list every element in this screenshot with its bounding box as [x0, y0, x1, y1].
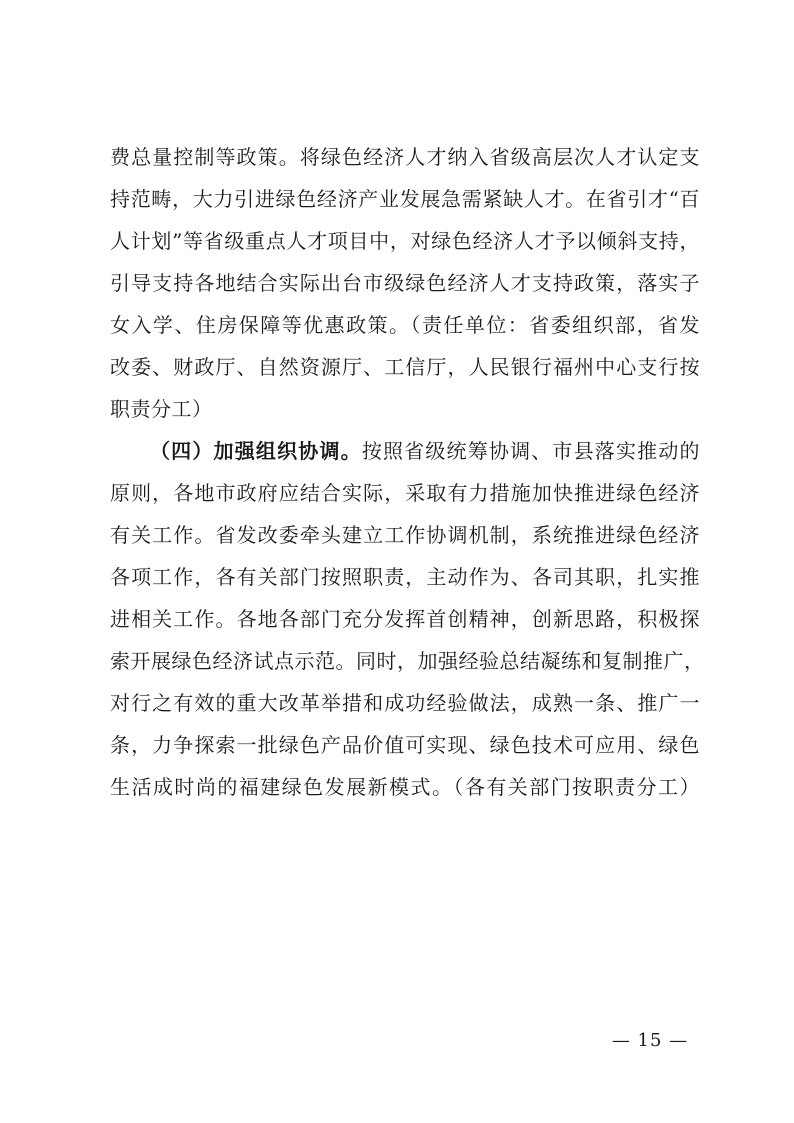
paragraph-line: 进相关工作。各地各部门充分发挥首创精神，创新思路，积极探 [110, 607, 700, 631]
paragraph-line: 改委、财政厅、自然资源厅、工信厅，人民银行福州中心支行按 [110, 355, 700, 379]
paragraph-line: 生活成时尚的福建绿色发展新模式。（各有关部门按职责分工） [110, 775, 700, 799]
page-number: — 15 — [611, 1030, 689, 1051]
paragraph-line: 索开展绿色经济试点示范。同时，加强经验总结凝练和复制推广， [110, 649, 705, 673]
paragraph-line: 费总量控制等政策。将绿色经济人才纳入省级高层次人才认定支 [110, 145, 700, 169]
paragraph-line: 有关工作。省发改委牵头建立工作协调机制，系统推进绿色经济 [110, 523, 700, 547]
section-heading-rest: 按照省级统筹协调、市县落实推动的 [361, 439, 701, 463]
paragraph-line: 职责分工） [110, 397, 213, 421]
section-heading: （四）加强组织协调。 [150, 439, 362, 463]
paragraph-line: 持范畴，大力引进绿色经济产业发展急需紧缺人才。在省引才“百 [110, 187, 700, 211]
paragraph-line: 对行之有效的重大改革举措和成功经验做法，成熟一条、推广一 [110, 691, 700, 715]
paragraph-line: 条，力争探索一批绿色产品价值可实现、绿色技术可应用、绿色 [110, 733, 700, 757]
paragraph-line: 女入学、住房保障等优惠政策。（责任单位：省委组织部，省发 [110, 313, 700, 337]
section-heading-line [150, 434, 700, 468]
paragraph-line: 人计划”等省级重点人才项目中，对绿色经济人才予以倾斜支持， [110, 229, 700, 253]
paragraph-line: 原则，各地市政府应结合实际，采取有力措施加快推进绿色经济 [110, 481, 700, 505]
paragraph-line: 各项工作，各有关部门按照职责，主动作为、各司其职，扎实推 [110, 565, 700, 589]
paragraph-line: 引导支持各地结合实际出台市级绿色经济人才支持政策，落实子 [110, 271, 700, 295]
